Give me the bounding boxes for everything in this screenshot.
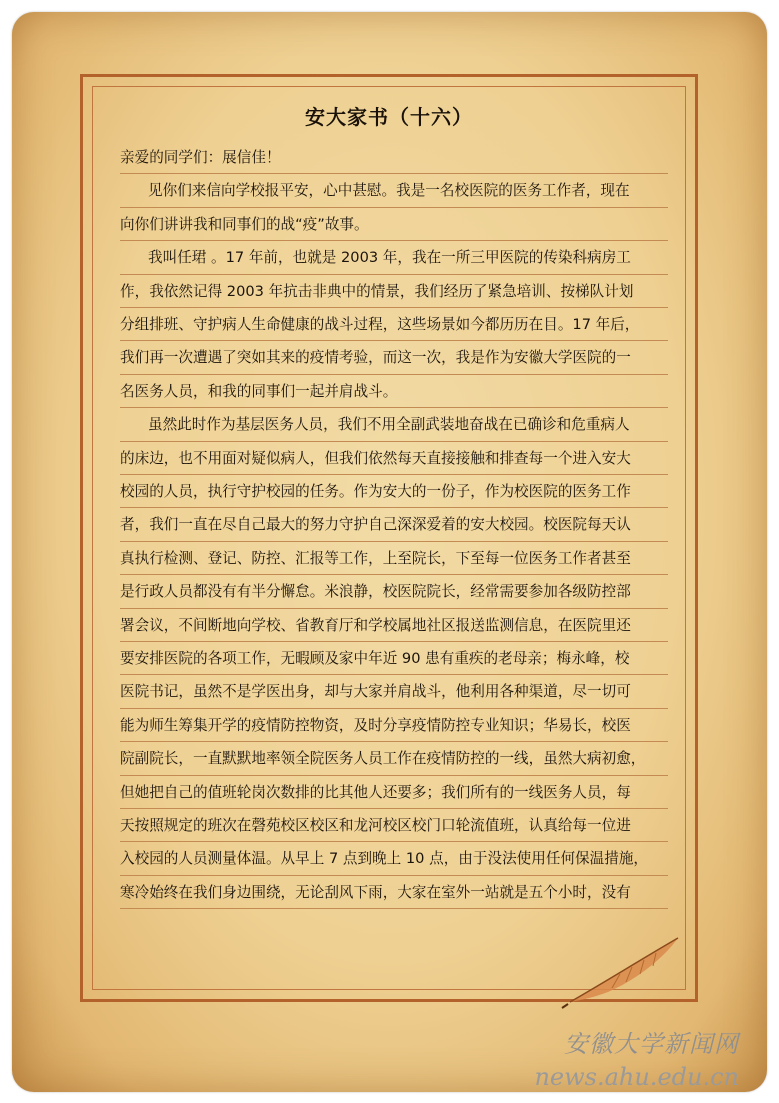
letter-line: 能为师生筹集开学的疫情防控物资，及时分享疫情防控专业知识；华易长，校医 [120, 716, 631, 734]
ruled-line [120, 474, 668, 475]
ruled-line [120, 908, 668, 909]
ruled-line [120, 808, 668, 809]
letter-line: 但她把自己的值班轮岗次数排的比其他人还要多；我们所有的一线医务人员，每 [120, 783, 631, 801]
letter-line: 我们再一次遭遇了突如其来的疫情考验，而这一次，我是作为安徽大学医院的一 [120, 349, 631, 367]
ruled-line [120, 708, 668, 709]
letter-line: 作，我依然记得 2003 年抗击非典中的情景，我们经历了紧急培训、按梯队计划 [120, 282, 634, 300]
ruled-line [120, 541, 668, 542]
letter-line: 见你们来信向学校报平安，心中甚慰。我是一名校医院的医务工作者，现在 [148, 182, 630, 200]
watermark-site-url: news.ahu.edu.cn [534, 1063, 739, 1091]
ruled-line [120, 307, 668, 308]
letter-line: 名医务人员，和我的同事们一起并肩战斗。 [120, 382, 398, 400]
ruled-line [120, 875, 668, 876]
letter-line: 要安排医院的各项工作，无暇顾及家中年近 90 患有重疾的老母亲；梅永峰，校 [120, 650, 630, 667]
letter-line: 署会议，不间断地向学校、省教育厅和学校属地社区报送监测信息，在医院里还 [120, 616, 631, 634]
quill-pen-icon [560, 930, 690, 1010]
letter-line: 的床边，也不用面对疑似病人，但我们依然每天直接接触和排查每一个进入安大 [120, 449, 631, 467]
watermark-site-name: 安徽大学新闻网 [564, 1030, 739, 1058]
letter-line: 校园的人员，执行守护校园的任务。作为安大的一份子，作为校医院的医务工作 [120, 483, 631, 500]
ruled-line [120, 207, 668, 208]
ruled-line [120, 641, 668, 642]
ruled-line [120, 608, 668, 609]
ruled-line [120, 674, 668, 675]
ruled-line [120, 441, 668, 442]
letter-line: 医院书记，虽然不是学医出身，却与大家并肩战斗，他利用各种渠道，尽一切可 [120, 683, 631, 701]
ruled-line [120, 741, 668, 742]
ruled-line [120, 240, 668, 241]
watermark [534, 1024, 739, 1091]
letter-line: 我叫任珺 。17 年前，也就是 2003 年，我在一所三甲医院的传染科病房工 [148, 249, 631, 267]
letter-line: 亲爱的同学们：展信佳！ [120, 149, 281, 166]
letter-line: 者，我们一直在尽自己最大的努力守护自己深深爱着的安大校园。校医院每天认 [120, 516, 631, 534]
letter-line: 虽然此时作为基层医务人员，我们不用全副武装地奋战在已确诊和危重病人 [148, 416, 630, 434]
letter-line: 向你们讲讲我和同事们的战“疫”故事。 [120, 215, 369, 233]
ruled-line [120, 775, 668, 776]
ruled-line [120, 407, 668, 408]
letter-line: 入校园的人员测量体温。从早上 7 点到晚上 10 点，由于没法使用任何保温措施， [120, 850, 649, 868]
letter-line: 院副院长，一直默默地率领全院医务人员工作在疫情防控的一线，虽然大病初愈， [120, 750, 646, 768]
letter-line: 天按照规定的班次在磬苑校区校区和龙河校区校门口轮流值班，认真给每一位进 [120, 817, 631, 834]
ruled-line [120, 340, 668, 341]
ruled-line [120, 841, 668, 842]
letter-line: 真执行检测、登记、防控、汇报等工作，上至院长，下至每一位医务工作者甚至 [120, 549, 631, 567]
letter-line: 寒冷始终在我们身边围绕，无论刮风下雨，大家在室外一站就是五个小时，没有 [120, 883, 631, 901]
ruled-line [120, 507, 668, 508]
letter-line: 是行政人员都没有有半分懈怠。米浪静，校医院院长，经常需要参加各级防控部 [120, 583, 631, 601]
ruled-line [120, 574, 668, 575]
letter-line: 分组排班、守护病人生命健康的战斗过程，这些场景如今都历历在目。17 年后， [120, 316, 640, 333]
ruled-line [120, 173, 668, 174]
ruled-line [120, 374, 668, 375]
letter-title: 安大家书（十六） [305, 105, 473, 129]
ruled-line [120, 274, 668, 275]
